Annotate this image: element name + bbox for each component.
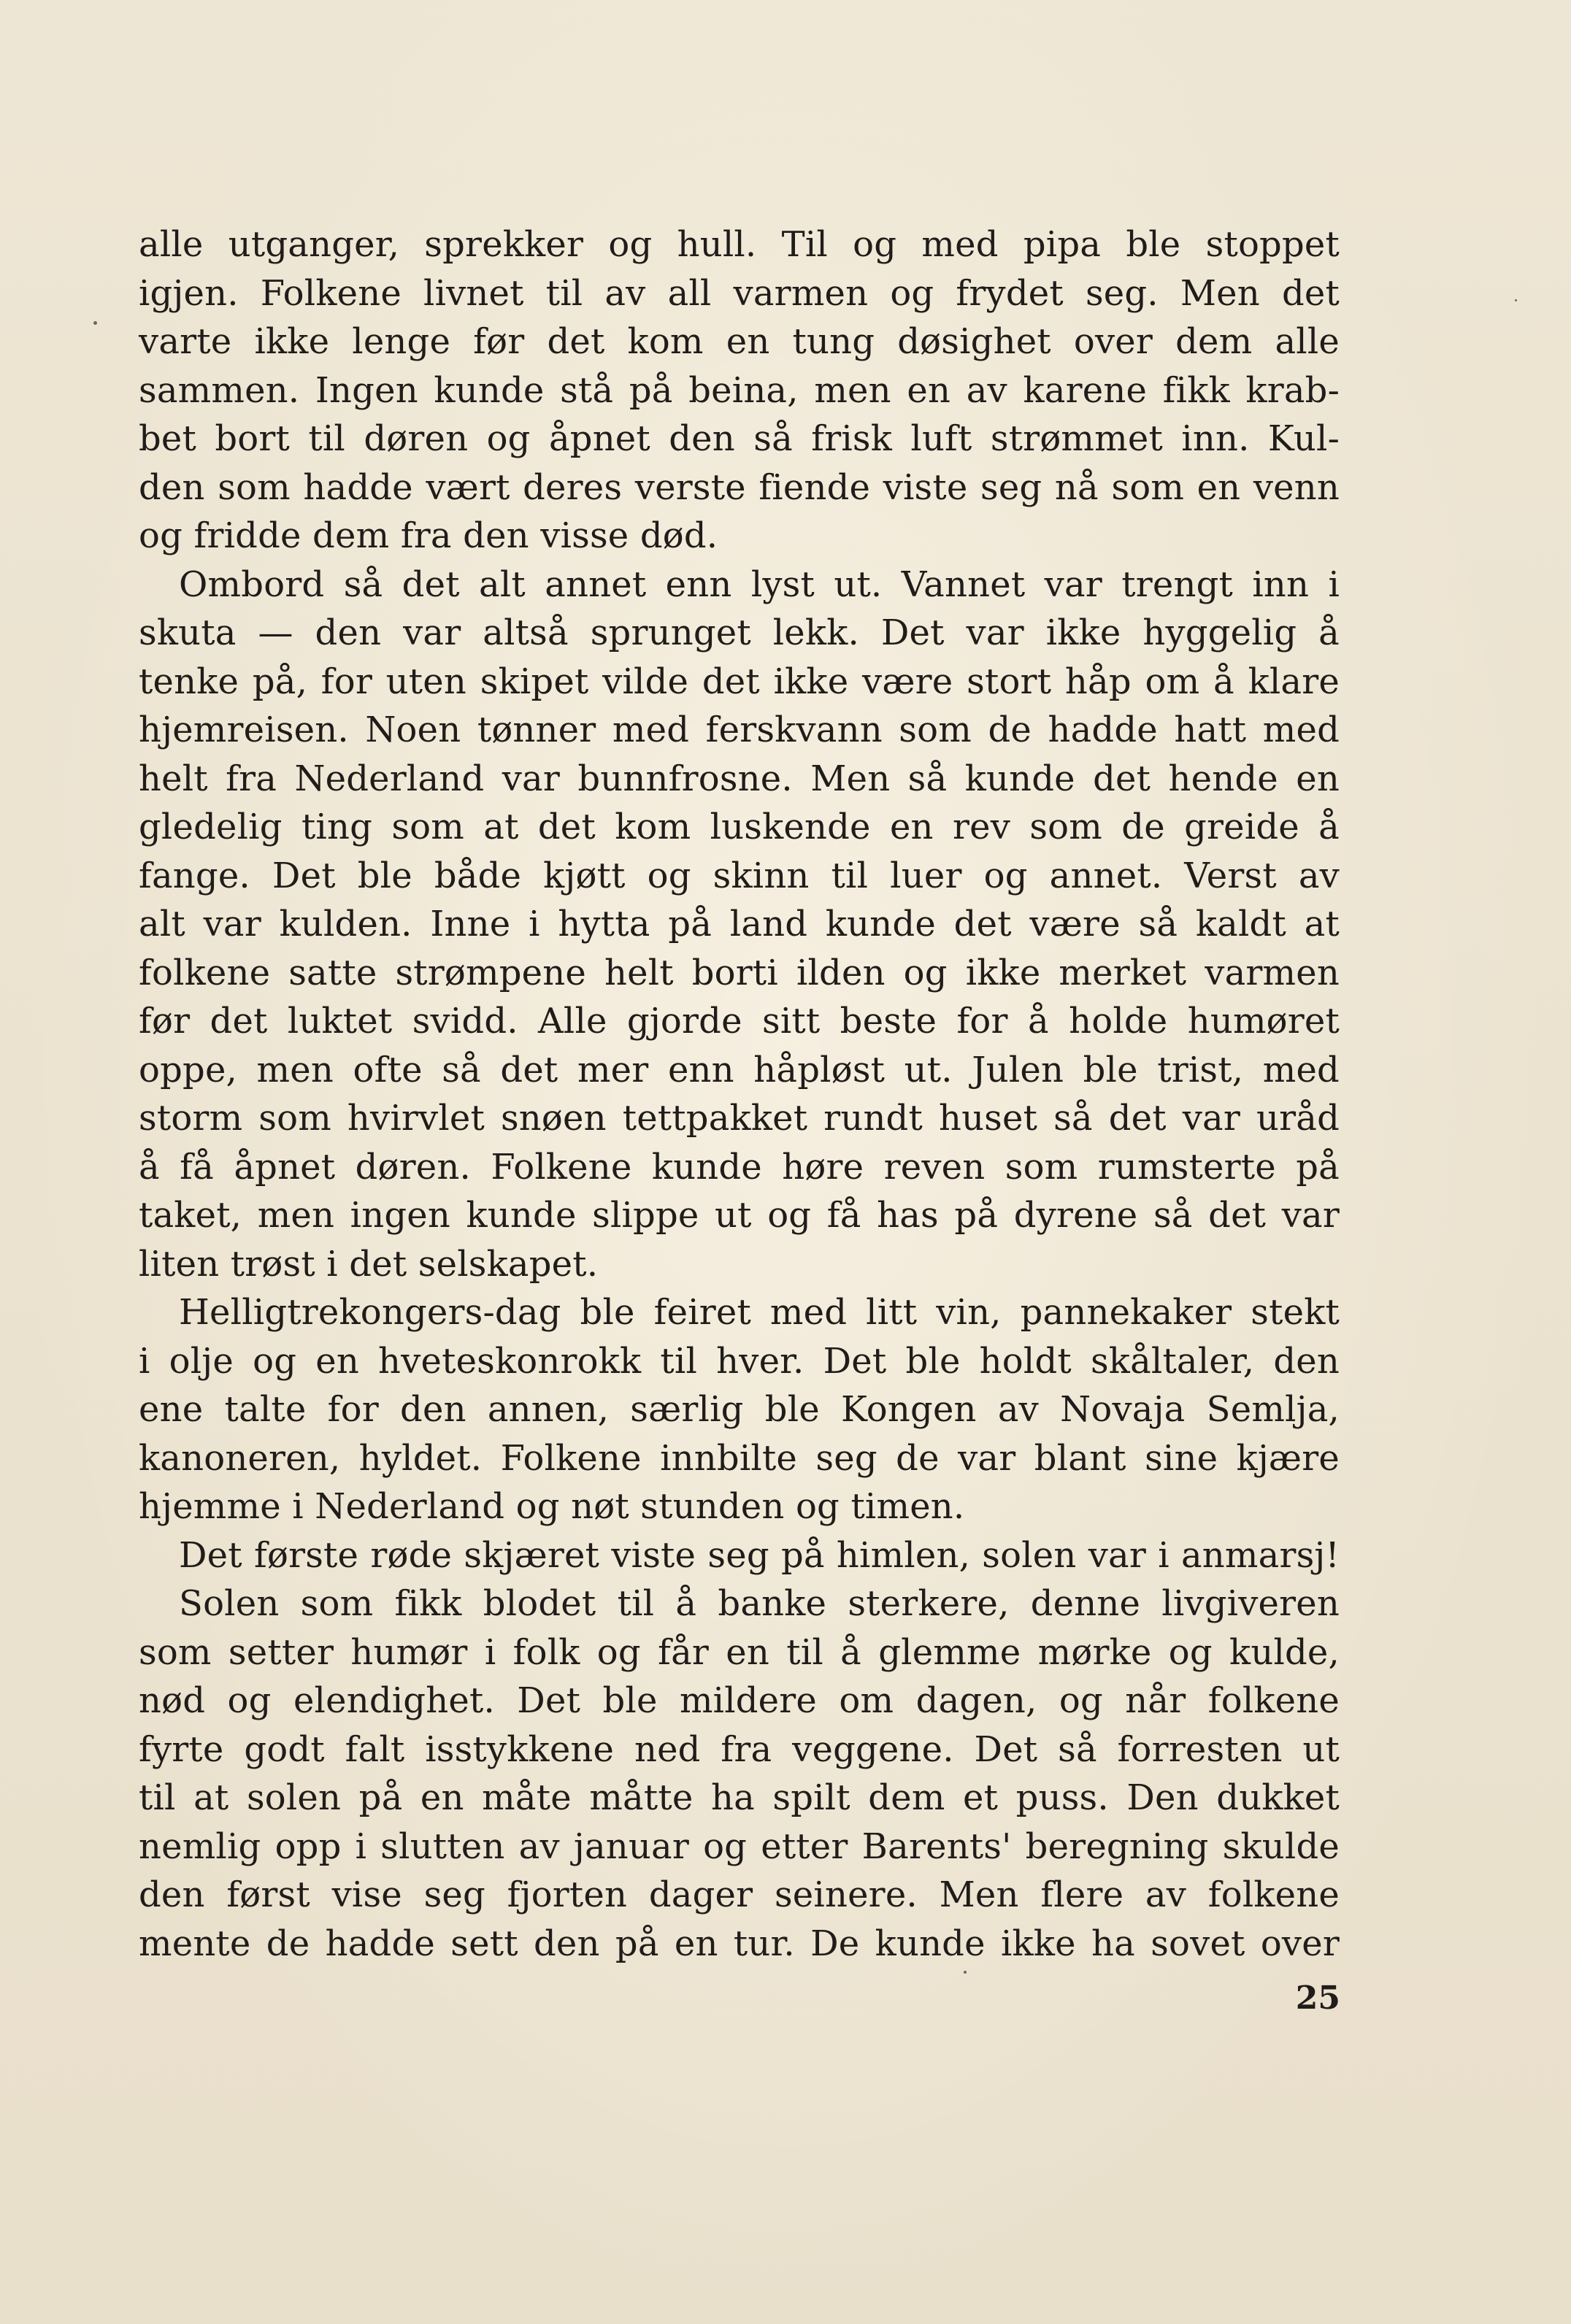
text-line: Det første røde skjæret viste seg på himlen, solen var i anmarsj! (179, 1534, 1340, 1576)
text-line: som setter humør i folk og får en til å glemme mørke og kulde, (139, 1631, 1340, 1673)
text-line: den som hadde vært deres verste fiende viste seg nå som en venn (139, 466, 1340, 508)
text-line: Solen som fikk blodet til å banke sterkere, denne livgiveren (179, 1583, 1340, 1624)
body-text (139, 220, 1340, 1968)
paper-speck (93, 321, 97, 325)
text-line: nemlig opp i slutten av januar og etter Barents' beregning skulde (139, 1825, 1340, 1867)
text-line: varte ikke lenge før det kom en tung døsighet over dem alle (139, 321, 1340, 362)
text-line: liten trøst i det selskapet. (139, 1243, 599, 1285)
text-line: hjemme i Nederland og nøt stunden og timen. (139, 1486, 965, 1527)
text-line: til at solen på en måte måtte ha spilt dem et puss. Den dukket (139, 1777, 1340, 1818)
paper-speck (1515, 299, 1517, 301)
text-line: den først vise seg fjorten dager seinere. Men flere av folkene (139, 1874, 1340, 1915)
text-line: storm som hvirvlet snøen tettpakket rundt huset så det var uråd (139, 1098, 1340, 1139)
text-line: og fridde dem fra den visse død. (139, 515, 718, 556)
text-line: nød og elendighet. Det ble mildere om dagen, og når folkene (139, 1680, 1340, 1721)
text-line: mente de hadde sett den på en tur. De kunde ikke ha sovet over (139, 1923, 1340, 1964)
text-line: skuta — den var altså sprunget lekk. Det var ikke hyggelig å (139, 612, 1340, 653)
paper-speck (964, 1971, 967, 1974)
text-line: bet bort til døren og åpnet den så frisk luft strømmet inn. Kul- (139, 418, 1340, 459)
text-line: hjemreisen. Noen tønner med ferskvann som de hadde hatt med (139, 709, 1340, 750)
text-line: folkene satte strømpene helt borti ilden og ikke merket varmen (139, 952, 1340, 993)
text-line: oppe, men ofte så det mer enn håpløst ut. Julen ble trist, med (139, 1049, 1340, 1090)
text-line: kanoneren, hyldet. Folkene innbilte seg de var blant sine kjære (139, 1437, 1340, 1479)
text-line: Ombord så det alt annet enn lyst ut. Vannet var trengt inn i (179, 563, 1340, 605)
text-line: fyrte godt falt isstykkene ned fra veggene. Det så forresten ut (139, 1728, 1340, 1770)
text-line: tenke på, for uten skipet vilde det ikke være stort håp om å klare (139, 661, 1340, 702)
text-line: alt var kulden. Inne i hytta på land kunde det være så kaldt at (139, 904, 1340, 944)
text-line: fange. Det ble både kjøtt og skinn til luer og annet. Verst av (139, 855, 1340, 896)
text-line: Helligtrekongers-dag ble feiret med litt vin, pannekaker stekt (179, 1292, 1340, 1333)
page-number: 25 (1295, 1979, 1340, 2017)
text-line: gledelig ting som at det kom luskende en rev som de greide å (139, 807, 1340, 847)
text-line: igjen. Folkene livnet til av all varmen og frydet seg. Men det (139, 272, 1340, 314)
text-line: i olje og en hveteskonrokk til hver. Det ble holdt skåltaler, den (139, 1340, 1340, 1382)
text-line: helt fra Nederland var bunnfrosne. Men så kunde det hende en (139, 758, 1340, 799)
text-line: å få åpnet døren. Folkene kunde høre reven som rumsterte på (139, 1146, 1340, 1188)
text-line: ene talte for den annen, særlig ble Kongen av Novaja Semlja, (139, 1389, 1340, 1430)
text-line: alle utganger, sprekker og hull. Til og med pipa ble stoppet (139, 224, 1340, 265)
text-line: taket, men ingen kunde slippe ut og få has på dyrene så det var (139, 1195, 1340, 1236)
text-line: sammen. Ingen kunde stå på beina, men en av karene fikk krab- (139, 369, 1340, 411)
text-line: før det luktet svidd. Alle gjorde sitt beste for å holde humøret (139, 1001, 1340, 1042)
